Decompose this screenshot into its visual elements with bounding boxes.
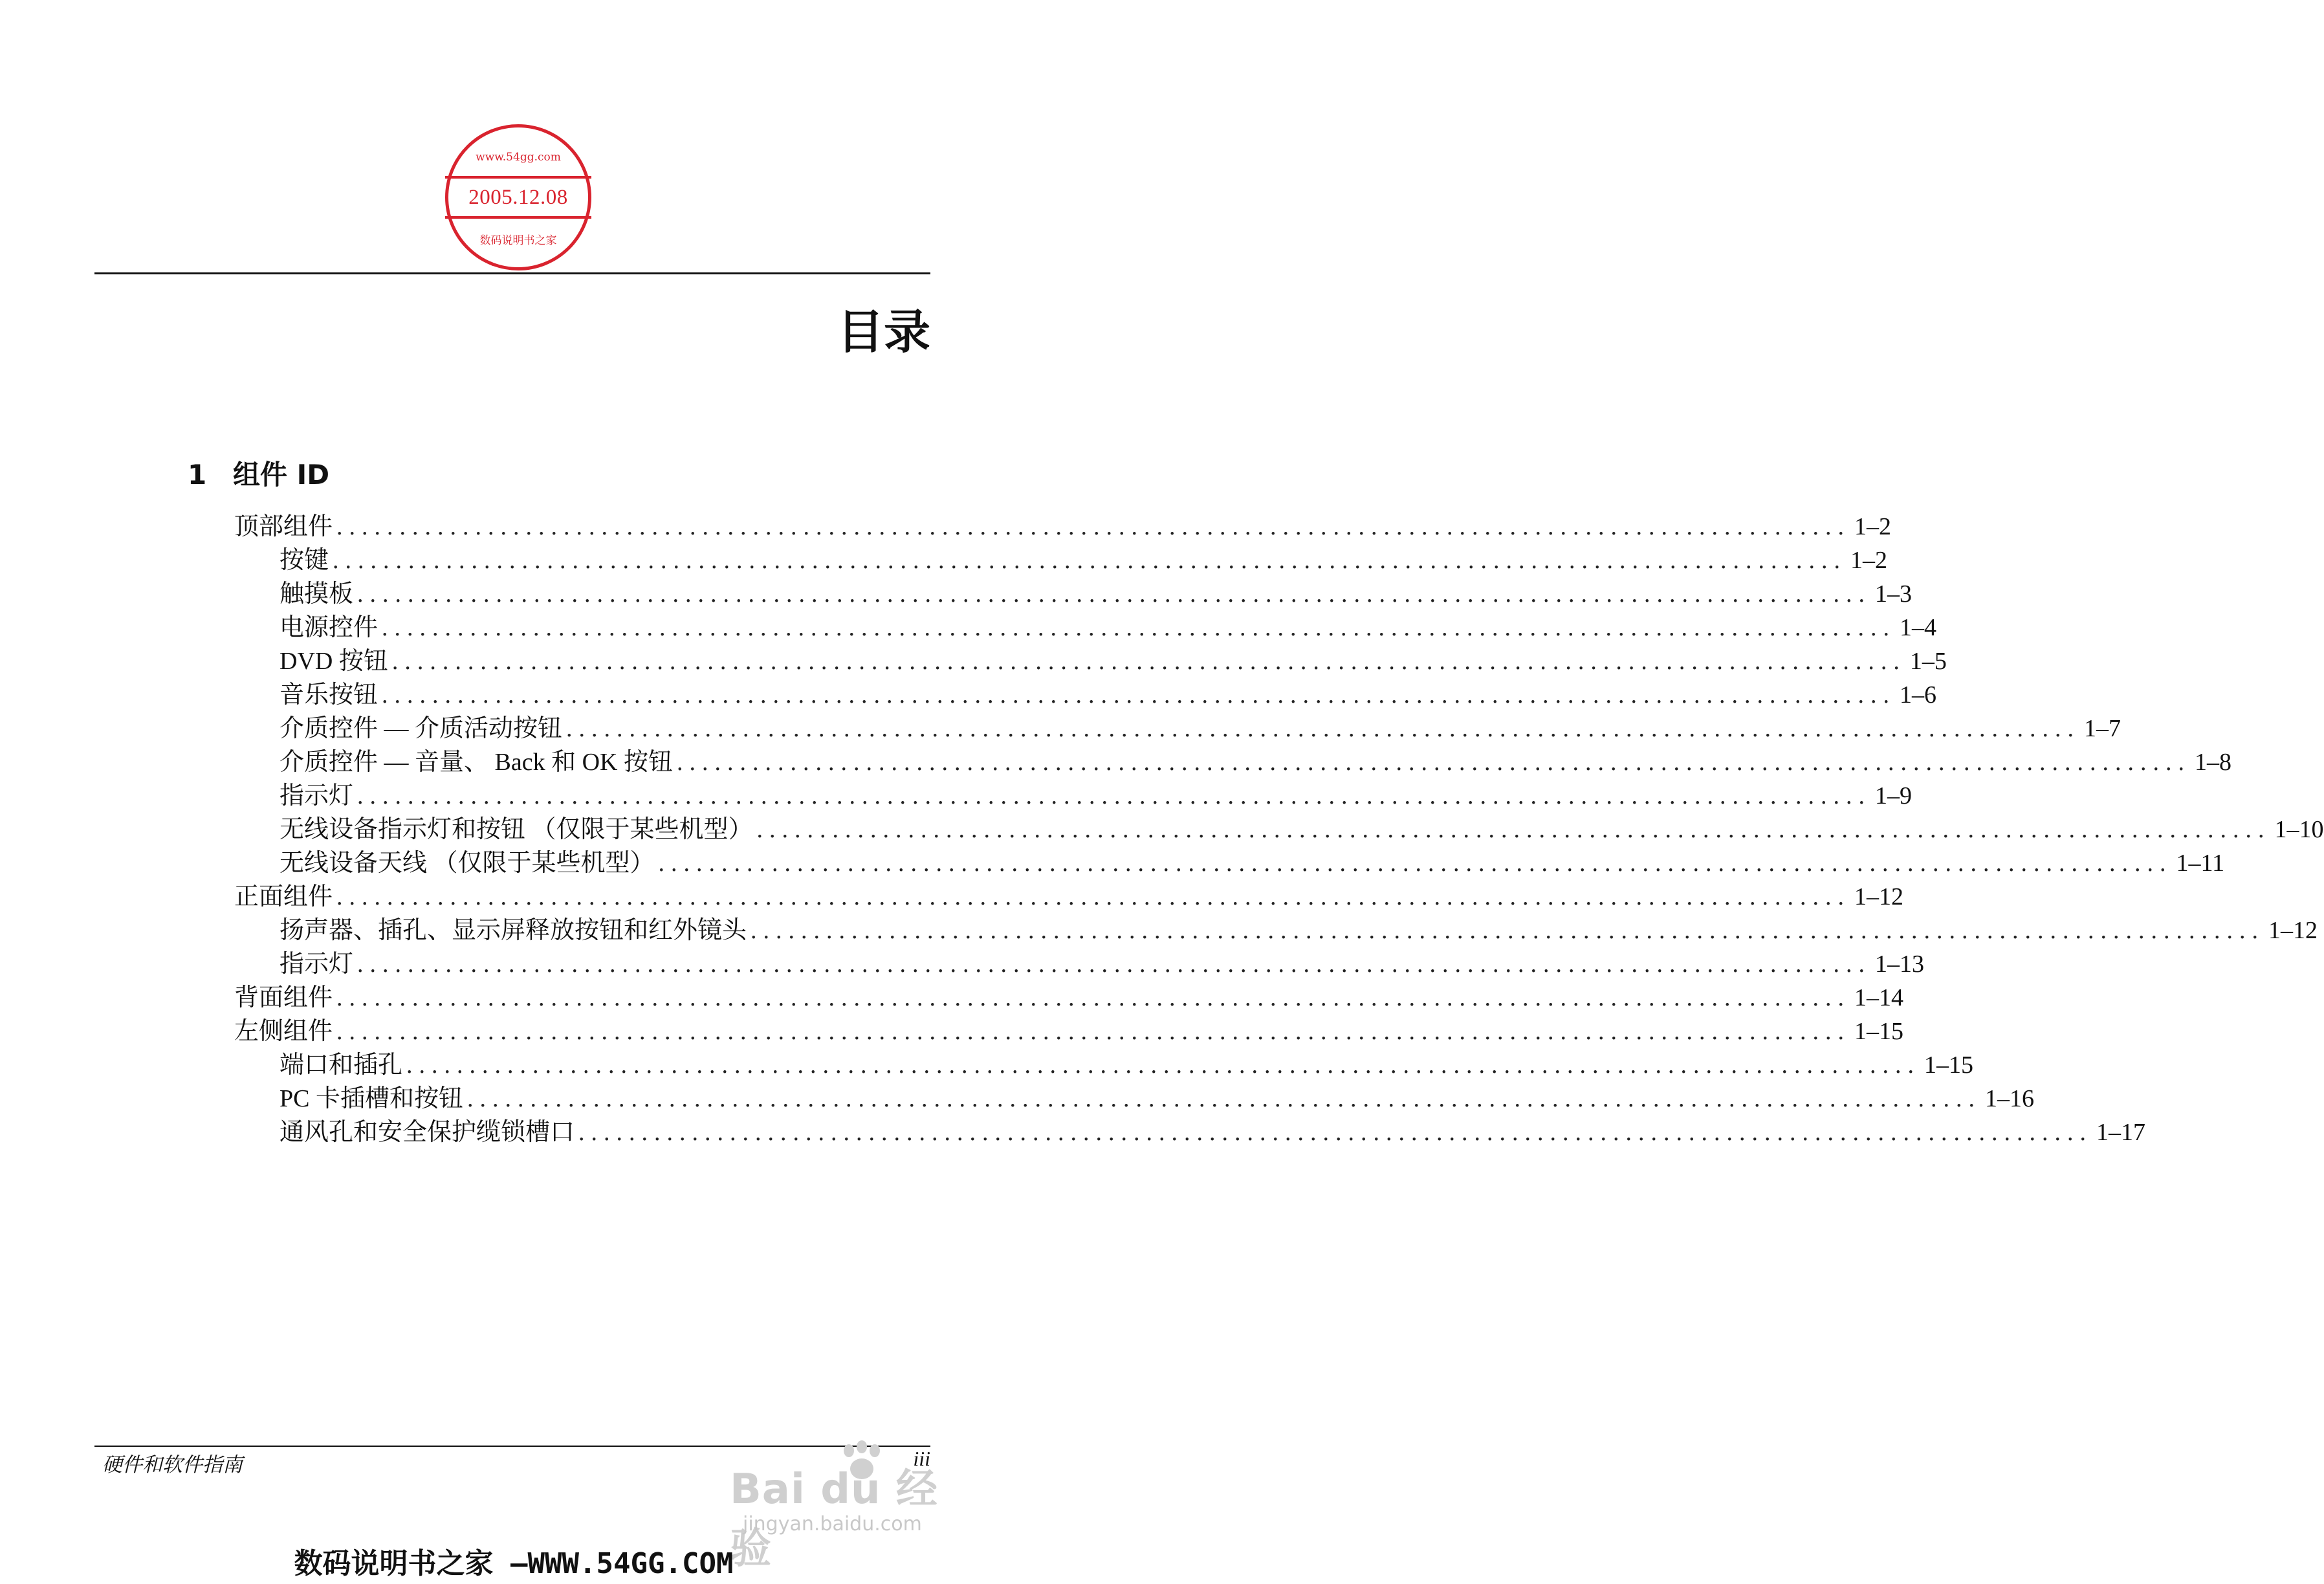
toc-entry[interactable] xyxy=(234,876,1904,910)
toc-entry-page: 1–10 xyxy=(2274,816,2324,843)
toc-entry-label: 无线设备指示灯和按钮 （仅限于某些机型） xyxy=(280,816,753,843)
toc-entry[interactable] xyxy=(234,977,1904,1011)
toc-entry-page: 1–17 xyxy=(2096,1119,2146,1146)
toc-entry-label: 正面组件 xyxy=(234,883,333,910)
toc-entry-page: 1–12 xyxy=(2268,917,2318,944)
dot-leader: ........................................................................................................................ xyxy=(382,681,1896,709)
toc-entry-page: 1–6 xyxy=(1900,681,1937,709)
toc-entry-page: 1–15 xyxy=(1924,1051,1974,1079)
dot-leader: ........................................................................................................................ xyxy=(357,782,1872,809)
toc-entry-page: 1–13 xyxy=(1875,951,1925,978)
toc-entry[interactable] xyxy=(234,674,1937,709)
toc-entry[interactable] xyxy=(234,1044,1974,1079)
toc-entry-page: 1–9 xyxy=(1875,782,1913,809)
toc-entry[interactable] xyxy=(234,540,1888,574)
toc-entry[interactable] xyxy=(234,641,1947,675)
dot-leader: ........................................................................................................................ xyxy=(751,917,2265,944)
table-of-contents xyxy=(234,506,2324,1146)
dot-leader: ........................................................................................................................ xyxy=(406,1051,1921,1079)
toc-entry-page: 1–11 xyxy=(2176,850,2225,877)
toc-entry-label: DVD 按钮 xyxy=(280,648,388,675)
toc-entry[interactable] xyxy=(234,910,2318,944)
toc-entry-label: 电源控件 xyxy=(280,614,378,641)
dot-leader: ........................................................................................................................ xyxy=(658,850,2173,877)
toc-entry-page: 1–14 xyxy=(1854,984,1904,1011)
toc-entry-label: 无线设备天线 （仅限于某些机型） xyxy=(280,850,655,877)
toc-entry[interactable] xyxy=(234,1112,2146,1146)
watermark-url: jingyan.baidu.com xyxy=(743,1513,922,1535)
stamp-org: 数码说明书之家 xyxy=(479,234,557,247)
dot-leader: ........................................................................................................................ xyxy=(357,951,1872,978)
toc-entry-page: 1–2 xyxy=(1850,547,1888,574)
dot-leader: ........................................................................................................................ xyxy=(357,580,1872,608)
footer-page-number: iii xyxy=(913,1447,930,1470)
toc-entry-label: 按键 xyxy=(280,547,329,574)
stamp-date-band xyxy=(445,176,591,219)
toc-entry-page: 1–7 xyxy=(2084,715,2121,742)
chapter-number: 1 xyxy=(188,459,207,490)
toc-entry-page: 1–15 xyxy=(1854,1018,1904,1045)
dot-leader: ........................................................................................................................ xyxy=(336,984,1851,1011)
dot-leader: ........................................................................................................................ xyxy=(756,816,2271,843)
toc-entry[interactable] xyxy=(234,742,2231,776)
toc-entry-label: 左侧组件 xyxy=(234,1018,333,1045)
toc-entry-label: 背面组件 xyxy=(234,984,333,1011)
toc-entry-label: 端口和插孔 xyxy=(280,1051,403,1079)
toc-entry[interactable] xyxy=(234,573,1913,608)
toc-entry[interactable] xyxy=(234,809,2324,843)
dot-leader: ........................................................................................................................ xyxy=(336,883,1851,910)
toc-entry-page: 1–2 xyxy=(1854,513,1892,540)
toc-entry[interactable] xyxy=(234,775,1913,809)
toc-entry[interactable] xyxy=(234,607,1937,641)
dot-leader: ........................................................................................................................ xyxy=(336,513,1851,540)
top-divider xyxy=(94,272,930,274)
site-banner: 数码说明书之家 —WWW.54GG.COM xyxy=(294,1547,734,1580)
toc-entry-page: 1–5 xyxy=(1909,648,1947,675)
toc-entry-page: 1–4 xyxy=(1900,614,1937,641)
toc-entry-label: 介质控件 — 介质活动按钮 xyxy=(280,715,563,742)
page-title: 目录 xyxy=(837,305,930,359)
toc-entry[interactable] xyxy=(234,842,2225,877)
toc-entry-page: 1–12 xyxy=(1854,883,1904,910)
chapter-heading xyxy=(188,454,329,492)
dot-leader: ........................................................................................................................ xyxy=(466,1085,1981,1112)
toc-entry-label: PC 卡插槽和按钮 xyxy=(280,1085,463,1112)
dot-leader: ........................................................................................................................ xyxy=(676,749,2191,776)
dot-leader: ........................................................................................................................ xyxy=(382,614,1896,641)
date-stamp xyxy=(445,124,591,270)
dot-leader: ........................................................................................................................ xyxy=(578,1119,2093,1146)
toc-entry[interactable] xyxy=(234,506,1892,540)
stamp-date: 2005.12.08 xyxy=(468,185,568,209)
toc-entry-label: 触摸板 xyxy=(280,580,354,608)
baidu-watermark xyxy=(730,1436,969,1573)
toc-entry-label: 音乐按钮 xyxy=(280,681,378,709)
toc-entry-label: 扬声器、插孔、显示屏释放按钮和红外镜头 xyxy=(280,917,747,944)
toc-entry-label: 顶部组件 xyxy=(234,513,333,540)
footer-book-title: 硬件和软件指南 xyxy=(102,1453,243,1477)
chapter-title: 组件 ID xyxy=(233,459,330,490)
dot-leader: ........................................................................................................................ xyxy=(333,547,1847,574)
toc-entry[interactable] xyxy=(234,1078,2034,1112)
toc-entry[interactable] xyxy=(234,943,1925,978)
toc-entry-page: 1–16 xyxy=(1984,1085,2034,1112)
toc-entry-page: 1–8 xyxy=(2194,749,2231,776)
dot-leader: ........................................................................................................................ xyxy=(391,648,1906,675)
toc-entry-label: 通风孔和安全保护缆锁槽口 xyxy=(280,1119,575,1146)
toc-entry-page: 1–3 xyxy=(1875,580,1913,608)
toc-entry-label: 指示灯 xyxy=(280,951,354,978)
dot-leader: ........................................................................................................................ xyxy=(566,715,2081,742)
watermark-brand: Bai du 经验 xyxy=(730,1466,938,1573)
toc-entry-label: 指示灯 xyxy=(280,782,354,809)
toc-entry[interactable] xyxy=(234,708,2121,742)
stamp-url: www.54gg.com xyxy=(476,151,561,164)
toc-entry-label: 介质控件 — 音量、 Back 和 OK 按钮 xyxy=(280,749,673,776)
dot-leader: ........................................................................................................................ xyxy=(336,1018,1851,1045)
toc-entry[interactable] xyxy=(234,1011,1904,1045)
